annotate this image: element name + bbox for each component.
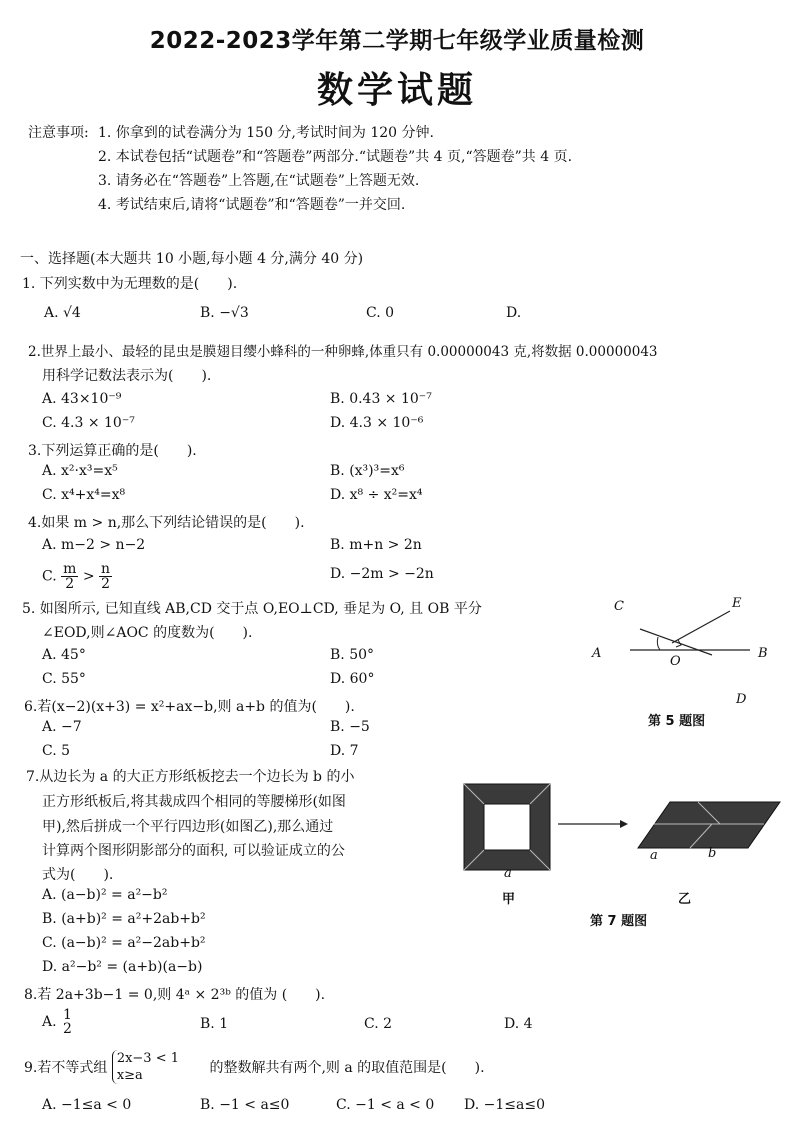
question-stem: 6.若(x−2)(x+3) = x²+ax−b,则 a+b 的值为( ). bbox=[24, 699, 355, 715]
option-c: C. −1 < a < 0 bbox=[336, 1097, 435, 1113]
option-c: C. 0 bbox=[366, 305, 395, 321]
question-stem: 8.若 2a+3b−1 = 0,则 4ᵃ × 2³ᵇ 的值为 ( ). bbox=[24, 987, 326, 1003]
option-c: C. (a−b)² = a²−2ab+b² bbox=[42, 935, 206, 951]
section-heading: 一、选择题(本大题共 10 小题,每小题 4 分,满分 40 分) bbox=[20, 251, 364, 267]
option-b: B. −√3 bbox=[200, 305, 249, 321]
note-item: 1. 你拿到的试卷满分为 150 分,考试时间为 120 分钟. bbox=[98, 125, 434, 141]
small-square-hole bbox=[484, 804, 530, 850]
option-a: A. −1≤a < 0 bbox=[42, 1097, 132, 1113]
option-c: C. 55° bbox=[42, 671, 86, 687]
notes-label: 注意事项: bbox=[28, 125, 89, 141]
question-stem bbox=[24, 1050, 485, 1084]
fraction-numerator: n bbox=[101, 561, 111, 577]
ray-oe bbox=[672, 611, 730, 643]
fraction-denominator: 2 bbox=[63, 1021, 72, 1037]
option-a: A. (a−b)² = a²−b² bbox=[42, 887, 168, 903]
exam-title: 2022-2023学年第二学期七年级学业质量检测 bbox=[149, 28, 645, 54]
option-c: C. 4.3 × 10⁻⁷ bbox=[42, 415, 135, 431]
option-b: B. m+n > 2n bbox=[330, 537, 422, 553]
option-b: B. 1 bbox=[200, 1016, 229, 1032]
option-d: D. 7 bbox=[330, 743, 359, 759]
note-item: 2. 本试卷包括“试题卷”和“答题卷”两部分.“试题卷”共 4 页,“答题卷”共 4 页. bbox=[98, 149, 573, 165]
stem-prefix: 9.若不等式组 bbox=[24, 1060, 108, 1076]
option-c bbox=[42, 562, 112, 591]
option-b: B. 50° bbox=[330, 647, 375, 663]
figure-7-diagram bbox=[458, 778, 788, 878]
figure-label-a: a bbox=[504, 866, 512, 881]
note-item: 3. 请务必在“答题卷”上答题,在“试题卷”上答题无效. bbox=[98, 173, 420, 189]
option-b: B. −5 bbox=[330, 719, 370, 735]
question-stem: ∠EOD,则∠AOC 的度数为( ). bbox=[42, 625, 253, 641]
arrow-head bbox=[620, 820, 628, 828]
comparison-sign: > bbox=[82, 568, 95, 585]
option-label: C. bbox=[42, 568, 57, 585]
option-b: B. (x³)³=x⁶ bbox=[330, 463, 405, 479]
figure-label-a: a bbox=[650, 848, 658, 863]
fraction-denominator: 2 bbox=[101, 576, 111, 592]
question-stem: 3.下列运算正确的是( ). bbox=[28, 443, 197, 459]
option-b: B. (a+b)² = a²+2ab+b² bbox=[42, 911, 206, 927]
option-c: C. x⁴+x⁴=x⁸ bbox=[42, 487, 126, 503]
question-stem: 式为( ). bbox=[42, 867, 114, 883]
figure-5-caption: 第 5 题图 bbox=[648, 714, 706, 729]
question-stem: 计算两个图形阴影部分的面积, 可以验证成立的公 bbox=[42, 843, 345, 859]
figure-label-jia: 甲 bbox=[502, 892, 516, 907]
option-d: D. a²−b² = (a+b)(a−b) bbox=[42, 959, 203, 975]
option-a: A. −7 bbox=[42, 719, 82, 735]
option-d: D. x⁸ ÷ x²=x⁴ bbox=[330, 487, 423, 503]
inequality-line: x≥a bbox=[116, 1068, 143, 1083]
question-stem: 正方形纸板后,将其裁成四个相同的等腰梯形(如图 bbox=[42, 794, 346, 810]
option-d: D. bbox=[506, 305, 522, 321]
option-a: A. x²·x³=x⁵ bbox=[42, 463, 118, 479]
point-label-c: C bbox=[614, 599, 624, 614]
parallelogram bbox=[638, 802, 780, 848]
fraction bbox=[61, 1008, 74, 1036]
exam-subtitle: 数学试题 bbox=[316, 69, 477, 111]
point-label-d: D bbox=[736, 692, 747, 707]
question-stem: 1. 下列实数中为无理数的是( ). bbox=[22, 276, 238, 292]
option-label: A. bbox=[42, 1014, 57, 1030]
question-stem: 甲),然后拼成一个平行四边形(如图乙),那么通过 bbox=[42, 819, 334, 835]
option-c: C. 2 bbox=[364, 1016, 393, 1032]
option-d: D. 4 bbox=[504, 1016, 533, 1032]
question-stem: 用科学记数法表示为( ). bbox=[42, 368, 212, 384]
question-stem: 4.如果 m > n,那么下列结论错误的是( ). bbox=[28, 515, 305, 531]
question-stem: 2.世界上最小、最轻的昆虫是膜翅目缨小蜂科的一种卵蜂,体重只有 0.00000043 克,将数据 0.00000043 bbox=[28, 344, 658, 360]
option-a: A. 45° bbox=[42, 647, 86, 663]
fraction bbox=[99, 562, 112, 591]
figure-5-diagram bbox=[590, 595, 780, 725]
fraction-denominator: 2 bbox=[65, 576, 75, 592]
fraction-numerator: 1 bbox=[63, 1007, 72, 1023]
point-label-o: O bbox=[670, 654, 681, 669]
note-item: 4. 考试结束后,请将“试题卷”和“答题卷”一并交回. bbox=[98, 197, 406, 213]
option-b: B. −1 < a≤0 bbox=[200, 1097, 290, 1113]
angle-arc bbox=[657, 637, 660, 650]
stem-suffix: 的整数解共有两个,则 a 的取值范围是( ). bbox=[209, 1060, 485, 1076]
question-stem: 7.从边长为 a 的大正方形纸板挖去一个边长为 b 的小 bbox=[26, 769, 355, 785]
option-d: D. −2m > −2n bbox=[330, 566, 434, 582]
fraction-numerator: m bbox=[63, 561, 77, 577]
option-d: D. −1≤a≤0 bbox=[464, 1097, 545, 1113]
fraction bbox=[61, 562, 78, 591]
point-label-e: E bbox=[732, 596, 742, 611]
option-a: A. m−2 > n−2 bbox=[42, 537, 146, 553]
option-c: C. 5 bbox=[42, 743, 71, 759]
option-a: A. √4 bbox=[44, 305, 81, 321]
option-b: B. 0.43 × 10⁻⁷ bbox=[330, 391, 432, 407]
option-d: D. 4.3 × 10⁻⁶ bbox=[330, 415, 424, 431]
question-stem: 5. 如图所示, 已知直线 AB,CD 交于点 O,EO⊥CD, 垂足为 O, 且 OB 平分 bbox=[22, 601, 482, 617]
option-d: D. 60° bbox=[330, 671, 375, 687]
inequality-system bbox=[112, 1050, 179, 1084]
line-cd bbox=[640, 629, 712, 655]
inequality-line: 2x−3 < 1 bbox=[116, 1051, 180, 1066]
figure-label-yi: 乙 bbox=[678, 892, 692, 907]
figure-7-caption: 第 7 题图 bbox=[590, 914, 648, 929]
point-label-b: B bbox=[758, 646, 768, 661]
option-a: A. 43×10⁻⁹ bbox=[42, 391, 122, 407]
figure-label-b: b bbox=[708, 846, 717, 861]
option-a bbox=[42, 1008, 74, 1036]
point-label-a: A bbox=[592, 646, 602, 661]
